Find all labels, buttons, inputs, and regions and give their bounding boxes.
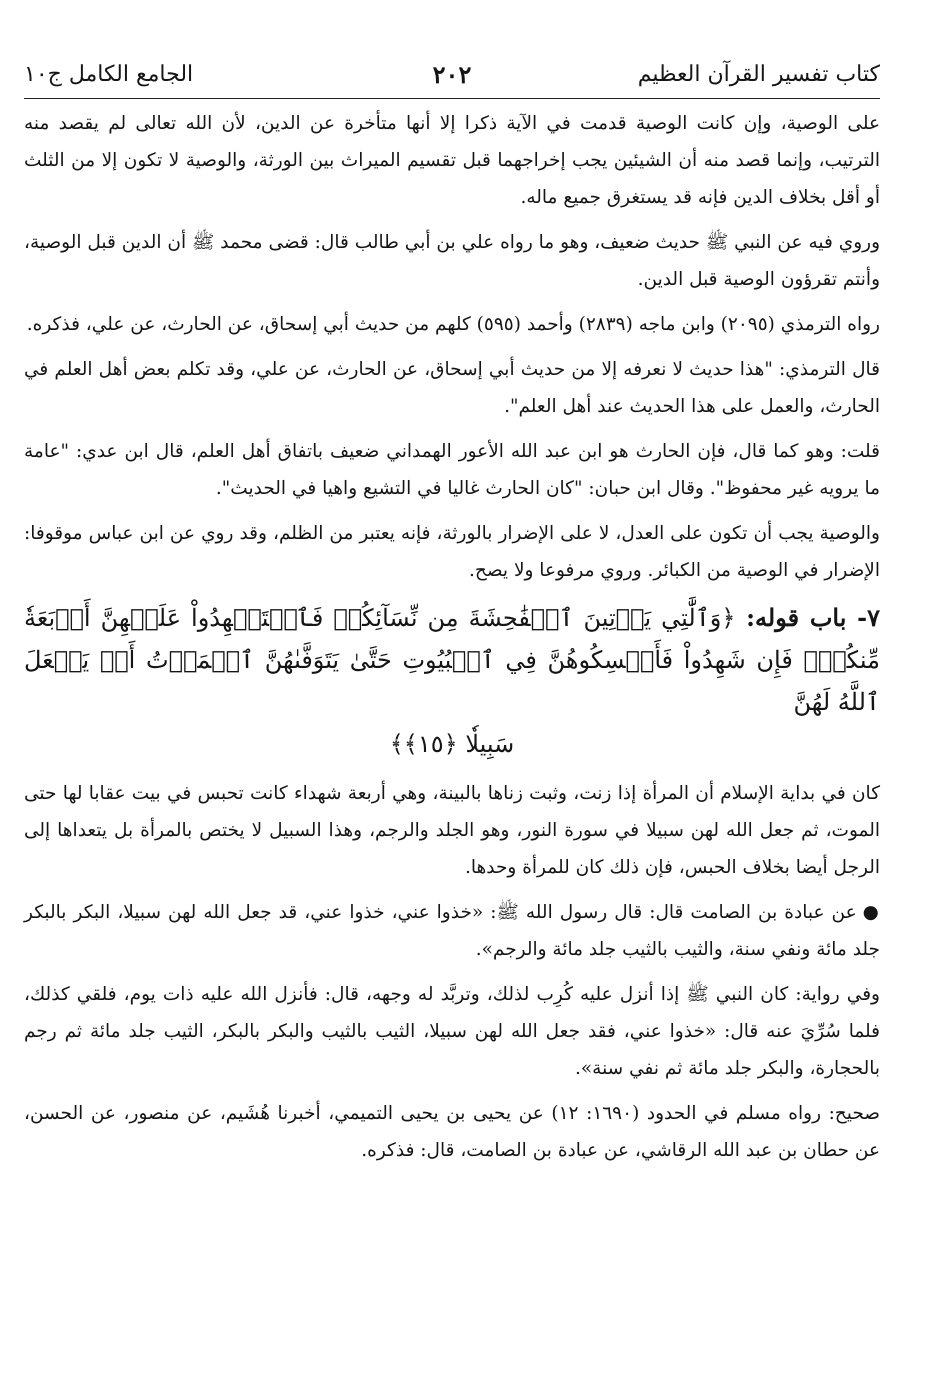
header-rule [24,98,880,99]
chapter-label: ٧- باب قوله: [746,603,881,632]
page-number: ٢٠٢ [432,60,472,89]
hadith-paragraph [24,894,880,968]
quran-verse-end: سَبِيلٗا ﴿١٥﴾﴾ [389,730,515,758]
book-title: كتاب تفسير القرآن العظيم [637,62,880,87]
paragraph: على الوصية، وإن كانت الوصية قدمت في الآية ذكرا إلا أنها متأخرة عن الدين، لأن الله تعالى لم يقصد منه الترتيب، وإنما قصد منه أن الشيئين يجب إخراجهما قبل تقسيم الميراث بين الورثة، والوصية لا تكون إلا من الثلث أو أقل بخلاف الدين فإنه قد يستغرق جميع ماله. [24,113,880,208]
paragraph: وفي رواية: كان النبي ﷺ إذا أنزل عليه كُرِب لذلك، وتربَّد له وجهه، قال: فأنزل الله عليه ذات يوم، فلقي كذلك، فلما سُرِّيَ عنه قال: «خذوا عني، فقد جعل الله لهن سبيلا، الثيب بالثيب والبكر بالبكر، الثيب جلد مائة ثم رجم بالحجارة، والبكر جلد مائة ثم نفي سنة». [24,984,880,1079]
hadith-text: عن عبادة بن الصامت قال: قال رسول الله ﷺ: «خذوا عني، خذوا عني، قد جعل الله لهن سبيلا، البكر بالبكر جلد مائة ونفي سنة، والثيب بالثيب جلد مائة والرجم». [24,902,880,960]
bullet-icon: ● [862,902,880,923]
chapter-heading [24,597,880,765]
page-header [24,52,880,98]
paragraph: والوصية يجب أن تكون على العدل، لا على الإضرار بالورثة، فإنه يعتبر من الظلم، وقد روي عن ابن عباس موقوفا: الإضرار في الوصية من الكبائر. وروي مرفوعا ولا يصح. [24,523,880,581]
paragraph: كان في بداية الإسلام أن المرأة إذا زنت، وثبت زناها بالبينة، وهي أربعة شهداء كانت تحبس في بيت عقابا لها حتى الموت، ثم جعل الله لهن سبيلا في سورة النور، وهو الجلد والرجم، وهذا السبيل لا يختص بالمرأة بل يتعداها إلى الرجل أيضا بخلاف الحبس، فإن ذلك كان للمرأة وحدها. [24,783,880,878]
quran-verse: ﴿وَٱلَّٰتِي يَأۡتِينَ ٱلۡفَٰحِشَةَ مِن نِّسَآئِكُمۡ فَٱسۡتَشۡهِدُواْ عَلَيۡهِنَّ أَرۡبَعَةٗ مِّنكُمۡۖ فَإِن شَهِدُواْ فَأَمۡسِكُوهُنَّ فِي ٱلۡبُيُوتِ حَتَّىٰ يَتَوَفَّىٰهُنَّ ٱلۡمَوۡتُ أَوۡ يَجۡعَلَ ٱللَّهُ لَهُنَّ [24,604,880,716]
paragraph: رواه الترمذي (٢٠٩٥) وابن ماجه (٢٨٣٩) وأحمد (٥٩٥) كلهم من حديث أبي إسحاق، عن الحارث، عن علي، فذكره. [26,314,880,335]
paragraph: قال الترمذي: "هذا حديث لا نعرفه إلا من حديث أبي إسحاق، عن الحارث، عن علي، وقد تكلم بعض أهل العلم في الحارث، والعمل على هذا الحديث عند أهل العلم". [24,359,880,417]
paragraph: وروي فيه عن النبي ﷺ حديث ضعيف، وهو ما رواه علي بن أبي طالب قال: قضى محمد ﷺ أن الدين قبل الوصية، وأنتم تقرؤون الوصية قبل الدين. [24,232,880,290]
page-body [24,105,880,1169]
paragraph: قلت: وهو كما قال، فإن الحارث هو ابن عبد الله الأعور الهمداني ضعيف باتفاق أهل العلم، قال ابن عدي: "عامة ما يرويه غير محفوظ". وقال ابن حبان: "كان الحارث غاليا في التشيع واهيا في الحديث". [24,441,880,499]
collection-volume: الجامع الكامل ج١٠ [24,62,194,87]
paragraph: صحيح: رواه مسلم في الحدود (١٦٩٠: ١٢) عن يحيى بن يحيى التميمي، أخبرنا هُشَيم، عن منصور، عن الحسن، عن حطان بن عبد الله الرقاشي، عن عبادة بن الصامت، قال: فذكره. [24,1103,880,1161]
